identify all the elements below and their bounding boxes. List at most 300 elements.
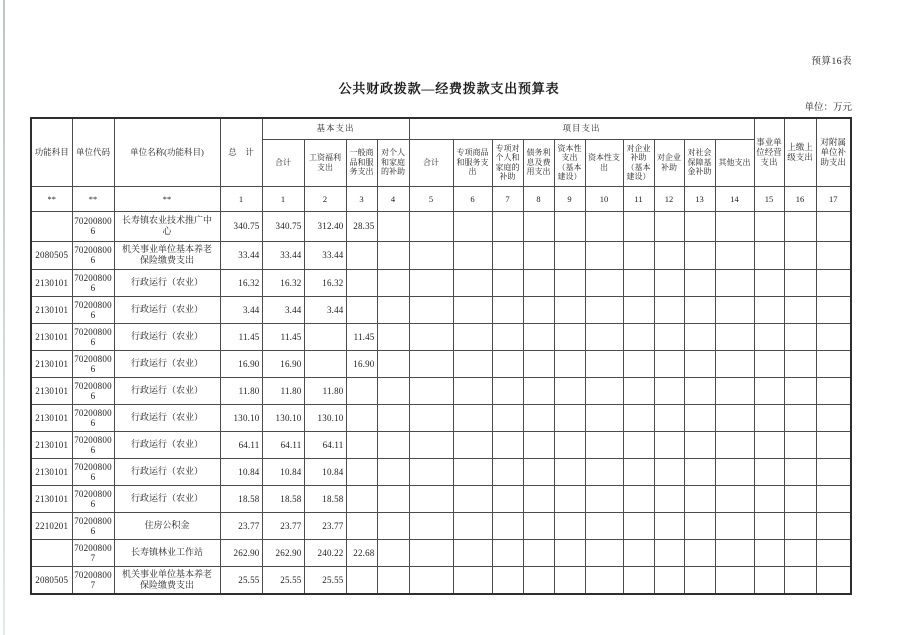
cell-value bbox=[654, 241, 684, 269]
cell-value bbox=[816, 241, 851, 269]
table-row bbox=[31, 296, 851, 323]
cell-value bbox=[784, 458, 816, 485]
cell-value: 28.35 bbox=[346, 211, 377, 241]
cell-unit-name: 长寿镇林业工作站 bbox=[114, 539, 220, 566]
table-row bbox=[31, 269, 851, 296]
cell-value bbox=[684, 350, 715, 377]
cell-unit-name: 机关事业单位基本养老保险缴费支出 bbox=[114, 566, 220, 594]
cell-value bbox=[492, 241, 523, 269]
cell-value bbox=[523, 350, 554, 377]
header-group-project: 项目支出 bbox=[409, 118, 754, 139]
cell-value bbox=[684, 539, 715, 566]
cell-value: 33.44 bbox=[262, 241, 304, 269]
cell-value bbox=[492, 539, 523, 566]
table-row bbox=[31, 431, 851, 458]
cell-value bbox=[715, 350, 754, 377]
cell-value bbox=[453, 512, 492, 539]
cell-value bbox=[715, 566, 754, 594]
header-group-row bbox=[31, 118, 851, 139]
cell-value bbox=[715, 539, 754, 566]
cell-value bbox=[715, 211, 754, 241]
cell-value bbox=[654, 269, 684, 296]
cell-value: 16.90 bbox=[346, 350, 377, 377]
cell-value bbox=[754, 431, 784, 458]
cell-value: 18.58 bbox=[262, 485, 304, 512]
cell-value: 16.90 bbox=[220, 350, 262, 377]
cell-value bbox=[523, 269, 554, 296]
column-index-cell: 13 bbox=[684, 186, 715, 211]
cell-function-code: 2130101 bbox=[31, 377, 72, 404]
cell-value bbox=[346, 241, 377, 269]
cell-value bbox=[654, 377, 684, 404]
cell-value bbox=[623, 269, 654, 296]
cell-value bbox=[492, 431, 523, 458]
column-index-cell: 2 bbox=[304, 186, 346, 211]
cell-value bbox=[684, 431, 715, 458]
cell-value bbox=[554, 241, 585, 269]
column-index-cell: 6 bbox=[453, 186, 492, 211]
cell-value bbox=[377, 323, 409, 350]
cell-value bbox=[492, 211, 523, 241]
cell-value: 22.68 bbox=[346, 539, 377, 566]
cell-value bbox=[654, 458, 684, 485]
cell-value: 130.10 bbox=[304, 404, 346, 431]
cell-value: 340.75 bbox=[262, 211, 304, 241]
cell-value bbox=[784, 323, 816, 350]
cell-value bbox=[453, 296, 492, 323]
cell-unit-code: 702008006 bbox=[72, 241, 114, 269]
cell-value: 3.44 bbox=[304, 296, 346, 323]
table-row bbox=[31, 539, 851, 566]
cell-value bbox=[492, 512, 523, 539]
cell-value: 16.32 bbox=[262, 269, 304, 296]
cell-value bbox=[554, 485, 585, 512]
cell-value bbox=[754, 458, 784, 485]
cell-value bbox=[523, 566, 554, 594]
header-cell: 专项对个人和家庭的补助 bbox=[492, 139, 523, 186]
cell-value bbox=[377, 211, 409, 241]
cell-value bbox=[816, 485, 851, 512]
cell-value: 10.84 bbox=[304, 458, 346, 485]
cell-value bbox=[654, 539, 684, 566]
cell-value bbox=[409, 211, 453, 241]
cell-function-code: 2130101 bbox=[31, 350, 72, 377]
cell-unit-name: 机关事业单位基本养老保险缴费支出 bbox=[114, 241, 220, 269]
cell-unit-name: 住房公积金 bbox=[114, 512, 220, 539]
cell-value bbox=[523, 512, 554, 539]
cell-value bbox=[554, 377, 585, 404]
cell-value bbox=[585, 269, 623, 296]
cell-value bbox=[346, 404, 377, 431]
cell-value bbox=[554, 458, 585, 485]
cell-value: 33.44 bbox=[220, 241, 262, 269]
cell-value bbox=[523, 431, 554, 458]
cell-value bbox=[684, 485, 715, 512]
cell-value bbox=[754, 485, 784, 512]
cell-value bbox=[409, 269, 453, 296]
cell-value bbox=[684, 323, 715, 350]
cell-value: 64.11 bbox=[220, 431, 262, 458]
cell-value bbox=[623, 377, 654, 404]
sheet-number-label: 预算16表 bbox=[811, 57, 852, 67]
header-cell: 上缴上级支出 bbox=[784, 118, 816, 186]
cell-value bbox=[816, 512, 851, 539]
cell-value bbox=[409, 431, 453, 458]
header-cell: 资本性支出（基本建设） bbox=[554, 139, 585, 186]
cell-value bbox=[784, 241, 816, 269]
cell-unit-code: 702008006 bbox=[72, 377, 114, 404]
cell-value bbox=[453, 269, 492, 296]
cell-unit-code: 702008006 bbox=[72, 431, 114, 458]
cell-value bbox=[784, 350, 816, 377]
cell-value bbox=[585, 350, 623, 377]
column-index-cell: ** bbox=[72, 186, 114, 211]
cell-unit-name: 行政运行（农业） bbox=[114, 350, 220, 377]
cell-value bbox=[492, 458, 523, 485]
header-cell: 对企业补助 bbox=[654, 139, 684, 186]
cell-value bbox=[523, 296, 554, 323]
cell-value bbox=[377, 377, 409, 404]
cell-value: 262.90 bbox=[262, 539, 304, 566]
cell-value bbox=[554, 350, 585, 377]
cell-value: 11.45 bbox=[262, 323, 304, 350]
cell-unit-code: 702008006 bbox=[72, 269, 114, 296]
cell-value bbox=[554, 566, 585, 594]
cell-value bbox=[409, 296, 453, 323]
header-cell: 事业单位经营支出 bbox=[754, 118, 784, 186]
cell-value bbox=[453, 566, 492, 594]
cell-unit-name: 行政运行（农业） bbox=[114, 323, 220, 350]
cell-value: 23.77 bbox=[220, 512, 262, 539]
cell-value bbox=[492, 296, 523, 323]
cell-value bbox=[346, 458, 377, 485]
cell-value bbox=[554, 211, 585, 241]
cell-unit-name: 行政运行（农业） bbox=[114, 269, 220, 296]
cell-value: 11.45 bbox=[346, 323, 377, 350]
cell-value bbox=[754, 241, 784, 269]
cell-value bbox=[816, 377, 851, 404]
cell-unit-name: 行政运行（农业） bbox=[114, 485, 220, 512]
cell-value bbox=[377, 566, 409, 594]
column-index-cell: 1 bbox=[220, 186, 262, 211]
cell-value bbox=[754, 211, 784, 241]
table-row bbox=[31, 485, 851, 512]
cell-function-code: 2080505 bbox=[31, 241, 72, 269]
cell-function-code: 2130101 bbox=[31, 296, 72, 323]
cell-value bbox=[654, 431, 684, 458]
column-index-cell: 1 bbox=[262, 186, 304, 211]
cell-value bbox=[554, 323, 585, 350]
cell-value bbox=[409, 350, 453, 377]
cell-value bbox=[409, 323, 453, 350]
header-cell: 总 计 bbox=[220, 118, 262, 186]
cell-value: 130.10 bbox=[220, 404, 262, 431]
cell-function-code: 2130101 bbox=[31, 323, 72, 350]
cell-value bbox=[523, 404, 554, 431]
cell-value bbox=[377, 350, 409, 377]
cell-value bbox=[304, 350, 346, 377]
cell-value: 240.22 bbox=[304, 539, 346, 566]
cell-value: 64.11 bbox=[304, 431, 346, 458]
budget-table-body bbox=[31, 211, 851, 594]
cell-value bbox=[654, 323, 684, 350]
cell-value bbox=[623, 431, 654, 458]
cell-value: 16.90 bbox=[262, 350, 304, 377]
column-index-cell: 5 bbox=[409, 186, 453, 211]
cell-value bbox=[585, 458, 623, 485]
cell-unit-code: 702008006 bbox=[72, 211, 114, 241]
cell-value bbox=[816, 269, 851, 296]
cell-value bbox=[346, 485, 377, 512]
header-cell: 功能科目 bbox=[31, 118, 72, 186]
table-row bbox=[31, 566, 851, 594]
cell-value: 3.44 bbox=[220, 296, 262, 323]
column-index-cell: 12 bbox=[654, 186, 684, 211]
cell-value: 11.45 bbox=[220, 323, 262, 350]
cell-value: 10.84 bbox=[262, 458, 304, 485]
cell-value bbox=[377, 458, 409, 485]
cell-value bbox=[346, 566, 377, 594]
cell-value bbox=[377, 296, 409, 323]
cell-value: 25.55 bbox=[304, 566, 346, 594]
cell-value bbox=[492, 350, 523, 377]
cell-value: 25.55 bbox=[262, 566, 304, 594]
cell-value bbox=[623, 566, 654, 594]
cell-value bbox=[585, 323, 623, 350]
cell-value bbox=[715, 377, 754, 404]
column-index-cell: 16 bbox=[784, 186, 816, 211]
cell-value bbox=[754, 377, 784, 404]
cell-value: 25.55 bbox=[220, 566, 262, 594]
cell-unit-name: 行政运行（农业） bbox=[114, 458, 220, 485]
cell-value bbox=[453, 350, 492, 377]
cell-value bbox=[784, 566, 816, 594]
cell-unit-code: 702008006 bbox=[72, 404, 114, 431]
cell-value bbox=[409, 512, 453, 539]
header-cell: 合计 bbox=[262, 139, 304, 186]
cell-value bbox=[554, 269, 585, 296]
cell-function-code: 2130101 bbox=[31, 458, 72, 485]
cell-value bbox=[346, 377, 377, 404]
cell-unit-name: 行政运行（农业） bbox=[114, 404, 220, 431]
cell-value bbox=[816, 404, 851, 431]
cell-value bbox=[684, 211, 715, 241]
table-row bbox=[31, 458, 851, 485]
header-cell: 资本性支出 bbox=[585, 139, 623, 186]
cell-value: 23.77 bbox=[304, 512, 346, 539]
column-index-row bbox=[31, 186, 851, 211]
cell-value bbox=[523, 458, 554, 485]
cell-value bbox=[623, 323, 654, 350]
cell-value bbox=[523, 323, 554, 350]
cell-value bbox=[715, 404, 754, 431]
cell-unit-name: 行政运行（农业） bbox=[114, 431, 220, 458]
cell-value: 18.58 bbox=[304, 485, 346, 512]
cell-value bbox=[623, 539, 654, 566]
cell-value bbox=[346, 269, 377, 296]
cell-value bbox=[654, 512, 684, 539]
cell-value: 3.44 bbox=[262, 296, 304, 323]
cell-value bbox=[684, 269, 715, 296]
cell-unit-name: 行政运行（农业） bbox=[114, 377, 220, 404]
cell-value bbox=[554, 431, 585, 458]
cell-value bbox=[684, 296, 715, 323]
cell-value bbox=[784, 512, 816, 539]
cell-value bbox=[784, 211, 816, 241]
cell-value bbox=[585, 539, 623, 566]
cell-value bbox=[453, 323, 492, 350]
cell-unit-code: 702008007 bbox=[72, 566, 114, 594]
cell-value bbox=[492, 404, 523, 431]
cell-value bbox=[585, 431, 623, 458]
cell-value bbox=[623, 458, 654, 485]
header-group-basic: 基本支出 bbox=[262, 118, 409, 139]
budget-table bbox=[30, 117, 852, 595]
cell-value bbox=[523, 485, 554, 512]
cell-value bbox=[816, 539, 851, 566]
cell-unit-code: 702008006 bbox=[72, 296, 114, 323]
unit-label: 单位：万元 bbox=[804, 103, 852, 113]
cell-value bbox=[684, 566, 715, 594]
cell-value bbox=[409, 404, 453, 431]
cell-value bbox=[816, 350, 851, 377]
header-cell: 债务利息及费用支出 bbox=[523, 139, 554, 186]
cell-value bbox=[816, 296, 851, 323]
column-index-cell: 10 bbox=[585, 186, 623, 211]
cell-value bbox=[684, 512, 715, 539]
cell-unit-code: 702008006 bbox=[72, 485, 114, 512]
cell-value bbox=[623, 485, 654, 512]
cell-value: 33.44 bbox=[304, 241, 346, 269]
cell-value bbox=[409, 539, 453, 566]
table-row bbox=[31, 241, 851, 269]
cell-value bbox=[453, 211, 492, 241]
header-cell: 单位代码 bbox=[72, 118, 114, 186]
column-index-cell: 3 bbox=[346, 186, 377, 211]
header-cell: 工资福利支出 bbox=[304, 139, 346, 186]
cell-value bbox=[585, 241, 623, 269]
cell-value bbox=[585, 566, 623, 594]
cell-value bbox=[377, 539, 409, 566]
cell-unit-code: 702008007 bbox=[72, 539, 114, 566]
cell-value bbox=[409, 458, 453, 485]
cell-unit-name: 长寿镇农业技术推广中心 bbox=[114, 211, 220, 241]
cell-value bbox=[754, 512, 784, 539]
cell-value bbox=[784, 539, 816, 566]
cell-value bbox=[784, 485, 816, 512]
cell-value bbox=[554, 296, 585, 323]
header-cell: 单位名称(功能科目) bbox=[114, 118, 220, 186]
cell-value: 18.58 bbox=[220, 485, 262, 512]
cell-value bbox=[654, 404, 684, 431]
cell-function-code bbox=[31, 211, 72, 241]
column-index-cell: 7 bbox=[492, 186, 523, 211]
cell-value bbox=[585, 512, 623, 539]
cell-value bbox=[585, 404, 623, 431]
cell-value bbox=[523, 539, 554, 566]
header-cell: 专项商品和服务支出 bbox=[453, 139, 492, 186]
cell-value bbox=[754, 539, 784, 566]
cell-function-code: 2130101 bbox=[31, 431, 72, 458]
cell-value bbox=[377, 269, 409, 296]
cell-value bbox=[346, 431, 377, 458]
cell-value bbox=[623, 211, 654, 241]
cell-value bbox=[585, 377, 623, 404]
cell-unit-code: 702008006 bbox=[72, 458, 114, 485]
cell-value bbox=[654, 296, 684, 323]
cell-value bbox=[453, 485, 492, 512]
column-index-cell: 4 bbox=[377, 186, 409, 211]
cell-value: 312.40 bbox=[304, 211, 346, 241]
cell-value bbox=[684, 404, 715, 431]
cell-value bbox=[654, 566, 684, 594]
cell-value bbox=[409, 377, 453, 404]
cell-value: 11.80 bbox=[304, 377, 346, 404]
cell-value bbox=[492, 566, 523, 594]
cell-value bbox=[523, 241, 554, 269]
header-cell: 合计 bbox=[409, 139, 453, 186]
table-row bbox=[31, 377, 851, 404]
cell-value bbox=[654, 350, 684, 377]
page-title: 公共财政拨款—经费拨款支出预算表 bbox=[338, 81, 560, 96]
cell-value bbox=[816, 431, 851, 458]
cell-value bbox=[492, 323, 523, 350]
cell-value bbox=[554, 404, 585, 431]
cell-value: 64.11 bbox=[262, 431, 304, 458]
column-index-cell: 9 bbox=[554, 186, 585, 211]
cell-value bbox=[684, 241, 715, 269]
cell-value bbox=[816, 566, 851, 594]
cell-value bbox=[623, 296, 654, 323]
cell-function-code: 2130101 bbox=[31, 485, 72, 512]
cell-value bbox=[377, 404, 409, 431]
cell-value bbox=[654, 211, 684, 241]
cell-value bbox=[453, 431, 492, 458]
cell-value bbox=[684, 458, 715, 485]
cell-value bbox=[715, 296, 754, 323]
cell-value bbox=[754, 269, 784, 296]
cell-unit-code: 702008006 bbox=[72, 512, 114, 539]
cell-value bbox=[754, 404, 784, 431]
cell-value bbox=[715, 241, 754, 269]
cell-value bbox=[684, 377, 715, 404]
cell-value bbox=[816, 458, 851, 485]
cell-function-code: 2210201 bbox=[31, 512, 72, 539]
column-index-cell: ** bbox=[114, 186, 220, 211]
header-cell: 对企业补助（基本建设） bbox=[623, 139, 654, 186]
cell-value bbox=[754, 566, 784, 594]
cell-value bbox=[523, 211, 554, 241]
cell-value: 16.32 bbox=[220, 269, 262, 296]
cell-value bbox=[784, 296, 816, 323]
cell-value bbox=[715, 431, 754, 458]
header-cell: 对附属单位补助支出 bbox=[816, 118, 851, 186]
cell-value bbox=[623, 404, 654, 431]
cell-value bbox=[623, 241, 654, 269]
cell-value bbox=[453, 241, 492, 269]
cell-value bbox=[377, 512, 409, 539]
cell-function-code: 2130101 bbox=[31, 269, 72, 296]
table-row bbox=[31, 512, 851, 539]
cell-value bbox=[715, 512, 754, 539]
cell-function-code bbox=[31, 539, 72, 566]
cell-function-code: 2080505 bbox=[31, 566, 72, 594]
cell-value bbox=[409, 566, 453, 594]
cell-value bbox=[754, 350, 784, 377]
cell-value bbox=[492, 485, 523, 512]
column-index-cell: 8 bbox=[523, 186, 554, 211]
cell-value bbox=[784, 431, 816, 458]
